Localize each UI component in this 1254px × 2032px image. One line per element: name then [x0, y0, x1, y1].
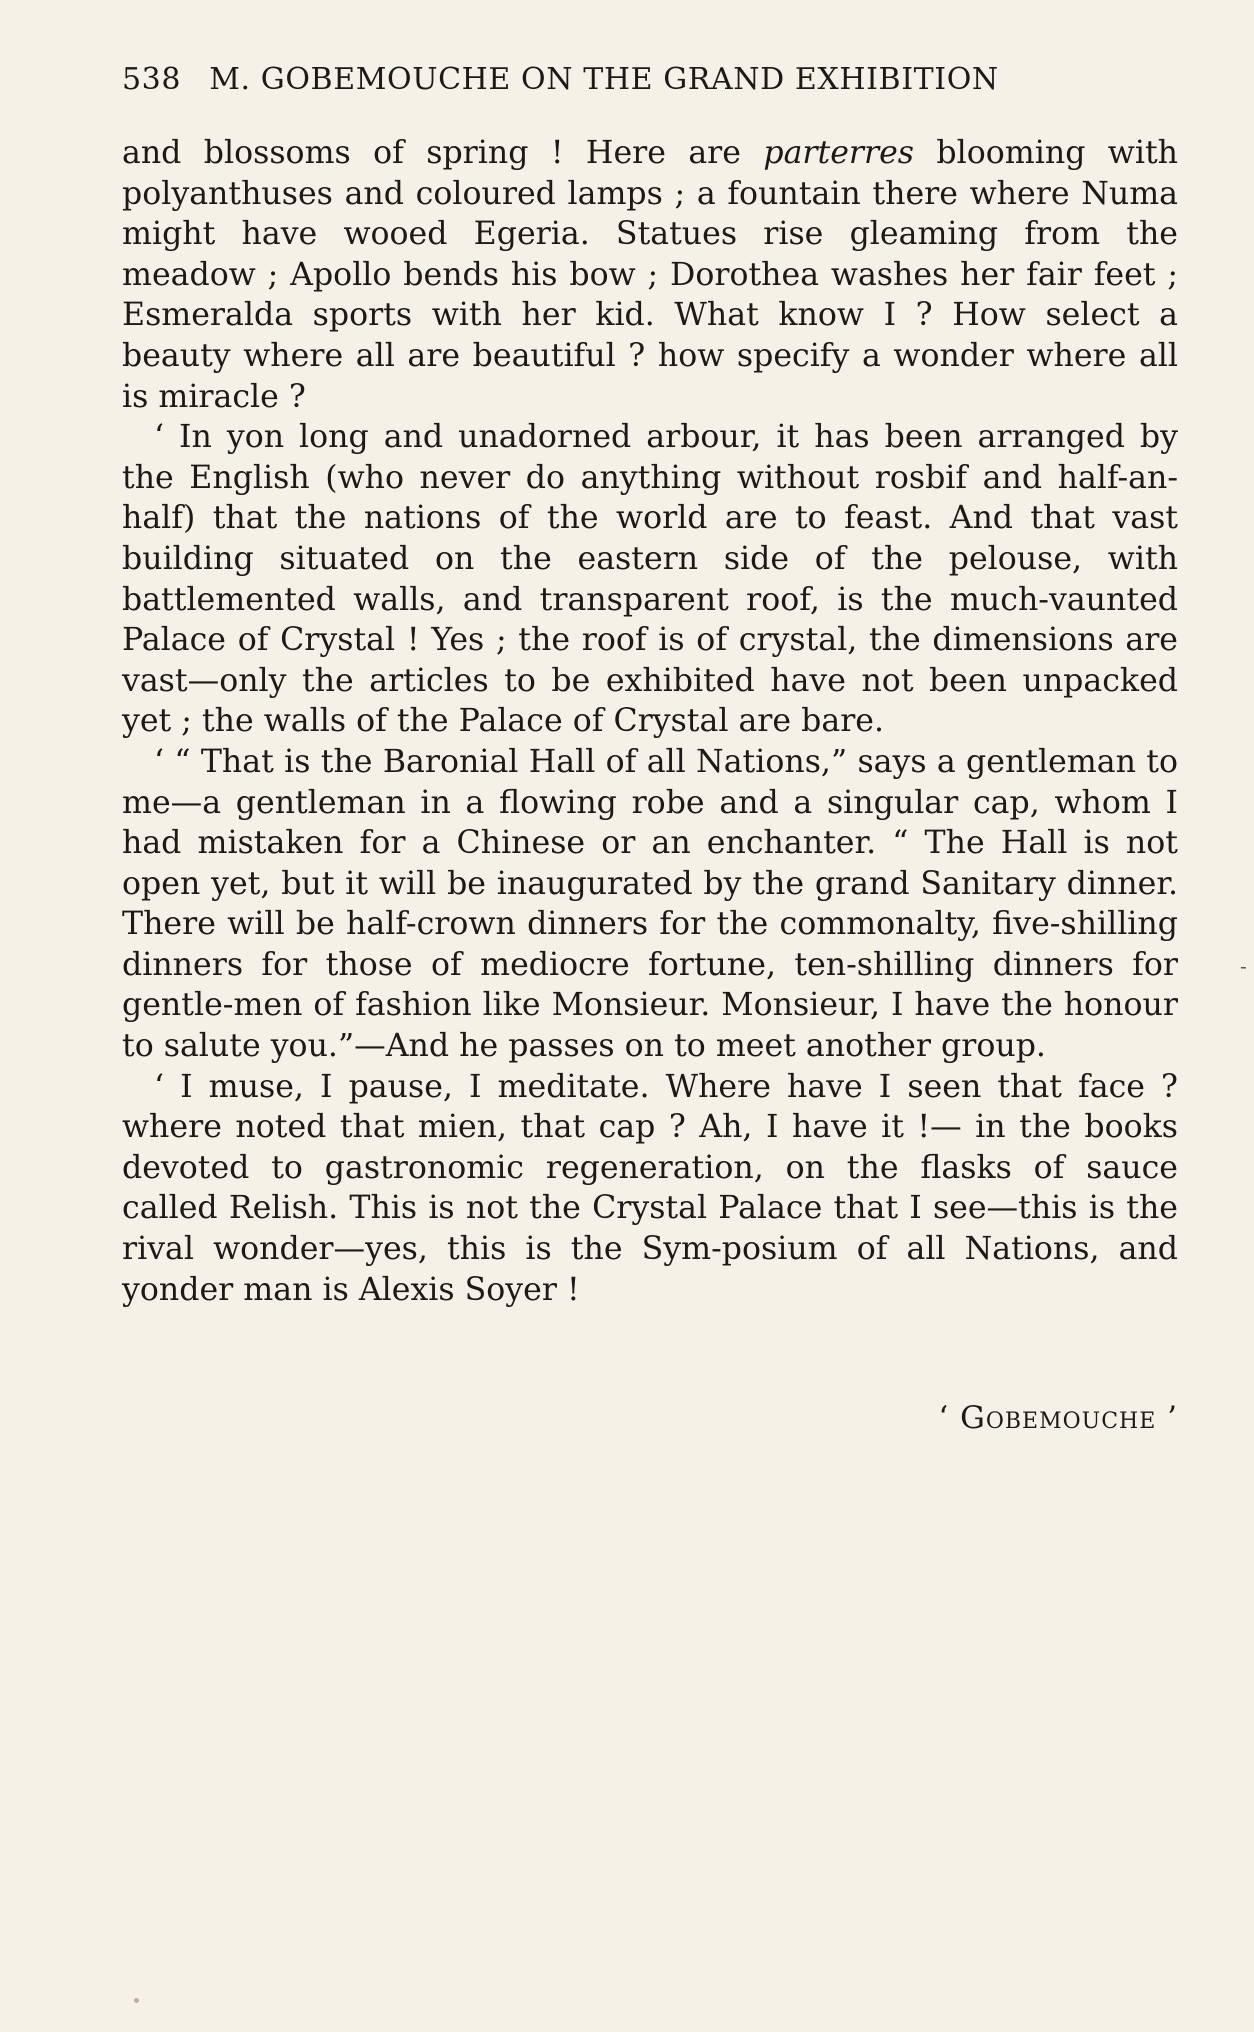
paragraph-1-start: and blossoms of spring ! Here are — [122, 135, 764, 171]
paragraph-1 — [122, 133, 1178, 417]
paragraph-2: ‘ In yon long and unadorned arbour, it has been arranged by the English (who never do anything without rosbif and half-an-half) that the nations of the world are to feast. And that vast building situated on the eastern side of the pelouse, with battlemented walls, and transparent roof, is the much-vaunted Palace of Crystal ! Yes ; the roof is of crystal, the dimensions are vast—only the articles to be exhibited have not been unpacked yet ; the walls of the Palace of Crystal are bare. — [122, 419, 1178, 740]
page-number: 538 — [122, 62, 182, 97]
italic-term: parterres — [763, 135, 915, 171]
corner-speck — [134, 1998, 139, 2003]
running-head — [122, 62, 1122, 102]
running-title: M. GOBEMOUCHE ON THE GRAND EXHIBITION — [209, 62, 999, 97]
margin-mark: - — [1240, 954, 1247, 978]
paragraph-3: ‘ “ That is the Baronial Hall of all Nations,” says a gentleman to me—a gentleman in a flowing robe and a singular cap, whom I had mistaken for a Chinese or an enchanter. “ The Hall is not open yet, but it will be inaugurated by the grand Sanitary dinner. There will be half-crown dinners for the commonalty, five-shilling dinners for those of mediocre fortune, ten-shilling dinners for gentle-men of fashion like Monsieur. Monsieur, I have the honour to salute you.”—And he passes on to meet another group. — [122, 743, 1178, 1065]
paragraph-4: ‘ I muse, I pause, I meditate. Where have I seen that face ? where noted that mien, that cap ? Ah, I have it !— in the books devoted to gastronomic regeneration, on the flasks of sauce called Relish. This is not the Crystal Palace that I see—this is the rival wonder—yes, this is the Sym-posium of all Nations, and yonder man is Alexis Soyer ! — [122, 1068, 1178, 1308]
signature: ‘ Gobemouche ’ — [938, 1400, 1178, 1436]
body-text — [122, 133, 1178, 1310]
paragraph-1-rest: blooming with polyanthuses and coloured lamps ; a fountain there where Numa might have wooed Egeria. Statues rise gleaming from the meadow ; Apollo bends his bow ; Dorothea washes her fair feet ; Esmeralda sports with her kid. What know I ? How select a beauty where all are beautiful ? how specify a wonder where all is miracle ? — [122, 135, 1178, 415]
